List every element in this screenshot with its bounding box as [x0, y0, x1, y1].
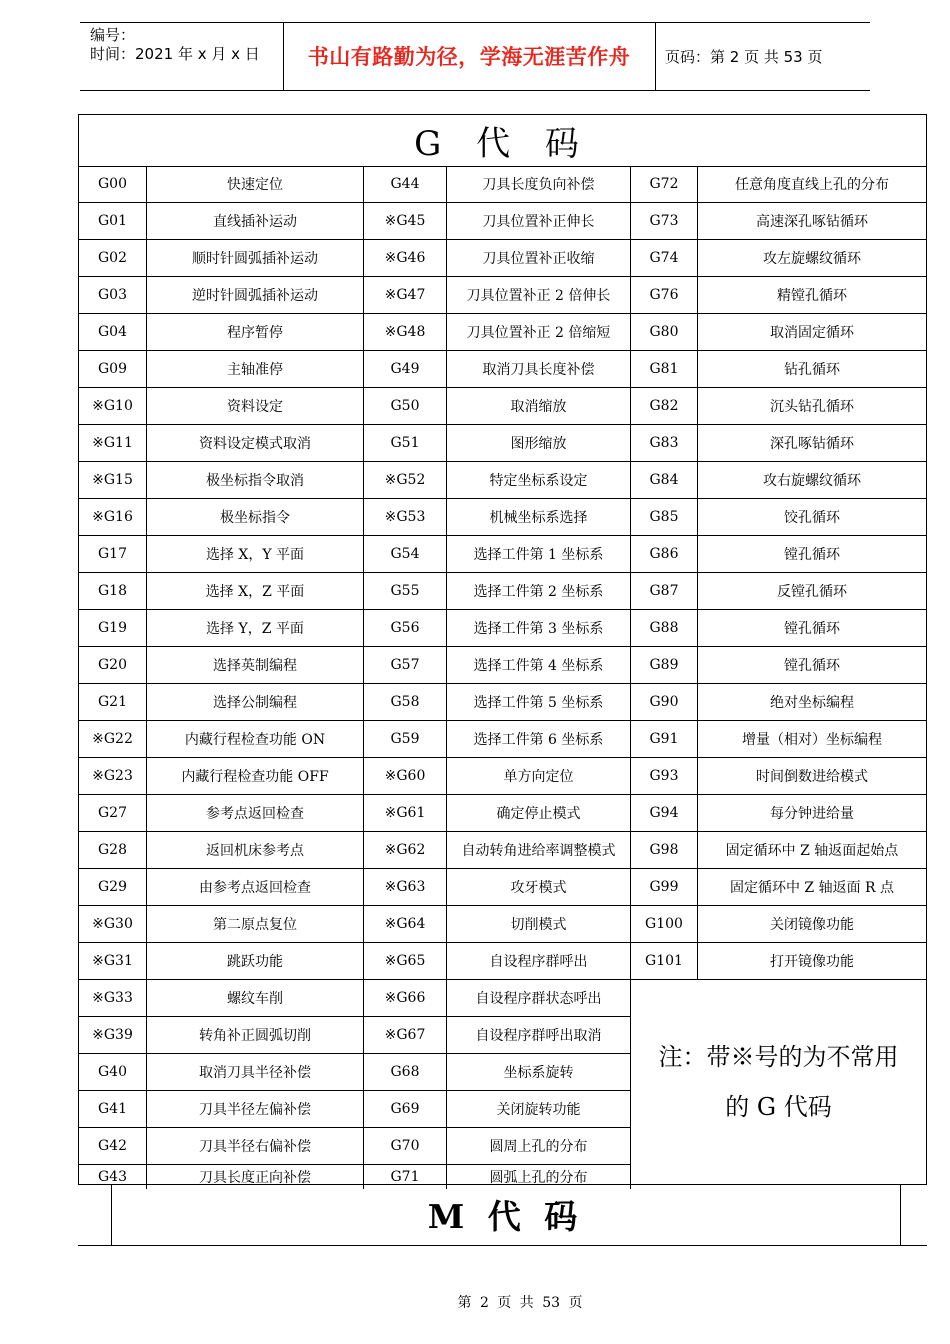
g-code-cell: G49	[364, 351, 447, 388]
g-code-cell: G28	[79, 832, 147, 869]
header-divider	[655, 22, 656, 90]
g-desc-cell: 选择工件第 2 坐标系	[447, 573, 631, 610]
g-code-cell: G00	[79, 166, 147, 203]
g-code-cell: G40	[79, 1054, 147, 1091]
g-code-cell: G50	[364, 388, 447, 425]
g-desc-cell: 饺孔循环	[698, 499, 926, 536]
g-code-cell: ※G33	[79, 980, 147, 1017]
g-code-cell: ※G31	[79, 943, 147, 980]
g-code-cell: ※G23	[79, 758, 147, 795]
g-code-cell: G70	[364, 1128, 447, 1165]
g-desc-cell: 单方向定位	[447, 758, 631, 795]
g-desc-cell: 图形缩放	[447, 425, 631, 462]
g-code-cell: G76	[631, 277, 698, 314]
g-desc-cell: 任意角度直线上孔的分布	[698, 166, 926, 203]
g-code-cell: G44	[364, 166, 447, 203]
g-code-cell: G21	[79, 684, 147, 721]
g-desc-cell: 自设程序群状态呼出	[447, 980, 631, 1017]
g-code-cell: G87	[631, 573, 698, 610]
g-desc-cell: 自设程序群呼出	[447, 943, 631, 980]
g-desc-cell: 镗孔循环	[698, 610, 926, 647]
header-bottom-rule	[80, 90, 870, 91]
g-code-cell: ※G65	[364, 943, 447, 980]
g-code-cell: G54	[364, 536, 447, 573]
g-code-cell: G82	[631, 388, 698, 425]
g-desc-cell: 高速深孔啄钻循环	[698, 203, 926, 240]
g-desc-cell: 钻孔循环	[698, 351, 926, 388]
g-code-cell: G73	[631, 203, 698, 240]
g-desc-cell: 内藏行程检查功能 OFF	[147, 758, 364, 795]
g-desc-cell: 选择英制编程	[147, 647, 364, 684]
g-desc-cell: 参考点返回检查	[147, 795, 364, 832]
g-desc-cell: 机械坐标系选择	[447, 499, 631, 536]
g-code-cell: G69	[364, 1091, 447, 1128]
g-desc-cell: 取消刀具长度补偿	[447, 351, 631, 388]
g-code-cell: G42	[79, 1128, 147, 1165]
g-desc-cell: 深孔啄钻循环	[698, 425, 926, 462]
g-code-cell: ※G62	[364, 832, 447, 869]
g-code-cell: ※G39	[79, 1017, 147, 1054]
g-code-note-line-1: 注：带※号的为不常用	[658, 1043, 899, 1071]
g-code-cell: G04	[79, 314, 147, 351]
g-desc-cell: 时间倒数进给模式	[698, 758, 926, 795]
g-code-cell: G68	[364, 1054, 447, 1091]
g-code-cell: G86	[631, 536, 698, 573]
g-code-cell: G99	[631, 869, 698, 906]
doc-number-label: 编号：	[90, 26, 136, 44]
g-code-cell: ※G22	[79, 721, 147, 758]
g-code-cell: ※G67	[364, 1017, 447, 1054]
g-desc-cell: 固定循环中 Z 轴返面起始点	[698, 832, 926, 869]
g-desc-cell: 攻左旋螺纹循环	[698, 240, 926, 277]
g-code-cell: G81	[631, 351, 698, 388]
g-code-cell: G88	[631, 610, 698, 647]
g-desc-cell: 跳跃功能	[147, 943, 364, 980]
g-desc-cell: 刀具半径左偏补偿	[147, 1091, 364, 1128]
g-desc-cell: 主轴准停	[147, 351, 364, 388]
g-code-cell: ※G11	[79, 425, 147, 462]
g-code-cell: ※G53	[364, 499, 447, 536]
g-desc-cell: 刀具位置补正 2 倍缩短	[447, 314, 631, 351]
page-header	[80, 22, 870, 90]
g-desc-cell: 资料设定	[147, 388, 364, 425]
g-code-cell: G17	[79, 536, 147, 573]
g-desc-cell: 镗孔循环	[698, 536, 926, 573]
g-desc-cell: 转角补正圆弧切削	[147, 1017, 364, 1054]
g-code-cell: ※G47	[364, 277, 447, 314]
g-desc-cell: 自动转角进给率调整模式	[447, 832, 631, 869]
g-desc-cell: 刀具位置补正伸长	[447, 203, 631, 240]
g-desc-cell: 增量（相对）坐标编程	[698, 721, 926, 758]
g-code-cell: ※G61	[364, 795, 447, 832]
g-desc-cell: 切削模式	[447, 906, 631, 943]
g-code-cell: ※G16	[79, 499, 147, 536]
g-code-cell: G80	[631, 314, 698, 351]
g-code-cell: G18	[79, 573, 147, 610]
g-code-cell: G43	[79, 1165, 147, 1189]
g-desc-cell: 取消缩放	[447, 388, 631, 425]
g-code-cell: ※G64	[364, 906, 447, 943]
g-desc-cell: 内藏行程检查功能 ON	[147, 721, 364, 758]
m-code-title: M 代 码	[427, 1196, 584, 1236]
g-code-cell: G93	[631, 758, 698, 795]
g-desc-cell: 坐标系旋转	[447, 1054, 631, 1091]
g-desc-cell: 选择公制编程	[147, 684, 364, 721]
g-desc-cell: 选择工件第 3 坐标系	[447, 610, 631, 647]
g-desc-cell: 每分钟进给量	[698, 795, 926, 832]
g-desc-cell: 反镗孔循环	[698, 573, 926, 610]
g-code-cell: ※G52	[364, 462, 447, 499]
g-code-cell: G41	[79, 1091, 147, 1128]
g-desc-cell: 关闭镜像功能	[698, 906, 926, 943]
g-desc-cell: 第二原点复位	[147, 906, 364, 943]
header-motto: 书山有路勤为径，学海无涯苦作舟	[307, 45, 631, 69]
g-code-cell: ※G10	[79, 388, 147, 425]
g-code-cell: ※G46	[364, 240, 447, 277]
g-desc-cell: 选择工件第 1 坐标系	[447, 536, 631, 573]
header-page-info: 页码：第 2 页 共 53 页	[665, 47, 823, 66]
g-code-cell: G09	[79, 351, 147, 388]
g-desc-cell: 刀具位置补正 2 倍伸长	[447, 277, 631, 314]
g-code-cell: ※G63	[364, 869, 447, 906]
g-code-cell: G91	[631, 721, 698, 758]
g-desc-cell: 快速定位	[147, 166, 364, 203]
g-code-cell: G29	[79, 869, 147, 906]
g-code-table	[78, 114, 927, 1185]
g-desc-cell: 取消刀具半径补偿	[147, 1054, 364, 1091]
g-code-cell: G94	[631, 795, 698, 832]
g-desc-cell: 逆时针圆弧插补运动	[147, 277, 364, 314]
g-code-cell: G03	[79, 277, 147, 314]
g-desc-cell: 镗孔循环	[698, 647, 926, 684]
g-code-cell: ※G48	[364, 314, 447, 351]
g-code-cell: G101	[631, 943, 698, 980]
g-desc-cell: 绝对坐标编程	[698, 684, 926, 721]
doc-time-label: 时间：2021 年 x 月 x 日	[90, 45, 260, 63]
g-code-cell: ※G30	[79, 906, 147, 943]
g-code-cell: G98	[631, 832, 698, 869]
g-desc-cell: 选择 Y，Z 平面	[147, 610, 364, 647]
g-desc-cell: 攻牙模式	[447, 869, 631, 906]
g-desc-cell: 确定停止模式	[447, 795, 631, 832]
g-code-cell: G51	[364, 425, 447, 462]
g-desc-cell: 程序暂停	[147, 314, 364, 351]
g-desc-cell: 直线插补运动	[147, 203, 364, 240]
g-desc-cell: 关闭旋转功能	[447, 1091, 631, 1128]
g-desc-cell: 打开镜像功能	[698, 943, 926, 980]
g-code-cell: G85	[631, 499, 698, 536]
m-code-table	[78, 1185, 927, 1246]
g-code-cell: ※G60	[364, 758, 447, 795]
g-desc-cell: 选择工件第 4 坐标系	[447, 647, 631, 684]
g-desc-cell: 螺纹车削	[147, 980, 364, 1017]
g-code-cell: G71	[364, 1165, 447, 1189]
g-desc-cell: 沉头钻孔循环	[698, 388, 926, 425]
page-footer: 第 2 页 共 53 页	[457, 1295, 583, 1311]
m-code-border	[900, 1185, 901, 1246]
g-desc-cell: 资料设定模式取消	[147, 425, 364, 462]
g-code-cell: G83	[631, 425, 698, 462]
g-code-cell: ※G15	[79, 462, 147, 499]
g-code-cell: G55	[364, 573, 447, 610]
g-desc-cell: 顺时针圆弧插补运动	[147, 240, 364, 277]
g-desc-cell: 选择 X，Y 平面	[147, 536, 364, 573]
m-code-bottom-rule	[78, 1245, 927, 1246]
g-desc-cell: 自设程序群呼出取消	[447, 1017, 631, 1054]
g-desc-cell: 刀具长度正向补偿	[147, 1165, 364, 1189]
g-desc-cell: 取消固定循环	[698, 314, 926, 351]
g-desc-cell: 圆弧上孔的分布	[447, 1165, 631, 1189]
g-code-cell: G100	[631, 906, 698, 943]
g-code-cell: G74	[631, 240, 698, 277]
g-desc-cell: 返回机床参考点	[147, 832, 364, 869]
g-desc-cell: 刀具位置补正收缩	[447, 240, 631, 277]
g-desc-cell: 攻右旋螺纹循环	[698, 462, 926, 499]
g-desc-cell: 刀具半径右偏补偿	[147, 1128, 364, 1165]
g-code-title: G 代 码	[79, 115, 926, 167]
g-code-cell: G19	[79, 610, 147, 647]
g-code-note-line-2: 的 G 代码	[725, 1093, 832, 1121]
g-desc-cell: 圆周上孔的分布	[447, 1128, 631, 1165]
g-code-cell: G27	[79, 795, 147, 832]
g-code-cell: G59	[364, 721, 447, 758]
g-desc-cell: 精镗孔循环	[698, 277, 926, 314]
g-desc-cell: 极坐标指令取消	[147, 462, 364, 499]
g-code-note	[631, 980, 926, 1184]
g-code-cell: G58	[364, 684, 447, 721]
g-code-cell: G01	[79, 203, 147, 240]
g-code-cell: G57	[364, 647, 447, 684]
g-desc-cell: 选择工件第 5 坐标系	[447, 684, 631, 721]
g-code-cell: G02	[79, 240, 147, 277]
g-code-cell: G84	[631, 462, 698, 499]
g-desc-cell: 特定坐标系设定	[447, 462, 631, 499]
g-code-cell: G56	[364, 610, 447, 647]
g-desc-cell: 刀具长度负向补偿	[447, 166, 631, 203]
g-code-cell: G90	[631, 684, 698, 721]
g-code-cell: G20	[79, 647, 147, 684]
g-desc-cell: 固定循环中 Z 轴返面 R 点	[698, 869, 926, 906]
g-code-cell: ※G45	[364, 203, 447, 240]
g-desc-cell: 极坐标指令	[147, 499, 364, 536]
g-desc-cell: 选择工件第 6 坐标系	[447, 721, 631, 758]
g-desc-cell: 由参考点返回检查	[147, 869, 364, 906]
g-code-cell: G72	[631, 166, 698, 203]
g-desc-cell: 选择 X，Z 平面	[147, 573, 364, 610]
g-code-cell: G89	[631, 647, 698, 684]
g-code-cell: ※G66	[364, 980, 447, 1017]
